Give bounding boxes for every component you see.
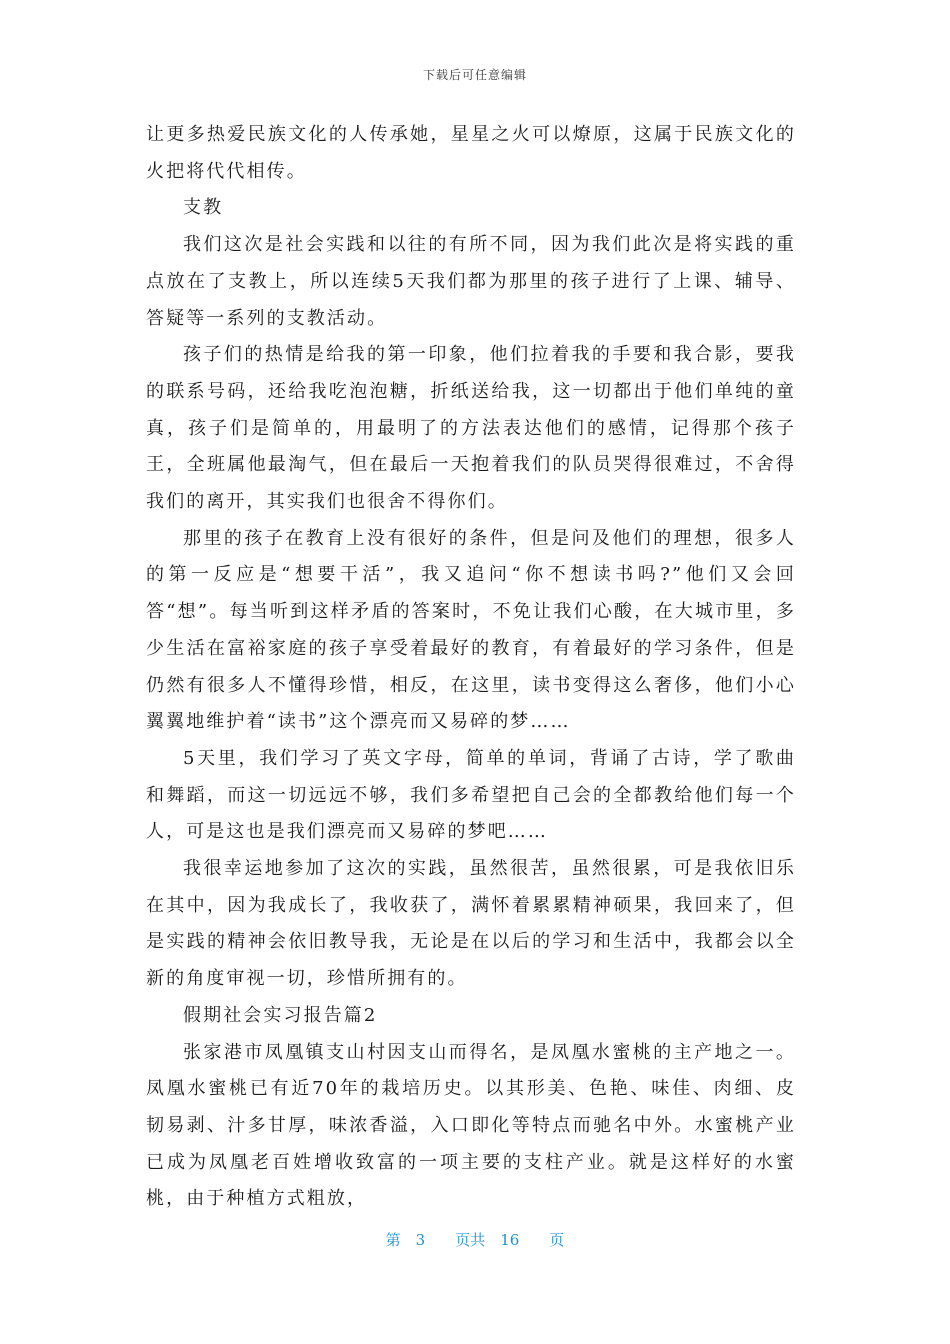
- paragraph-7: 张家港市凤凰镇支山村因支山而得名，是凤凰水蜜桃的主产地之一。凤凰水蜜桃已有近70年的栽培历史。以其形美、色艳、味佳、肉细、皮韧易剥、汁多甘厚，味浓香溢，入口即化等特点而驰名中外。水蜜桃产业已成为凤凰老百姓增收致富的一项主要的支柱产业。就是这样好的水蜜桃，由于种植方式粗放，: [146, 1041, 796, 1210]
- paragraph-3: 孩子们的热情是给我的第一印象，他们拉着我的手要和我合影，要我的联系号码，还给我吃泡泡糖，折纸送给我，这一切都出于他们单纯的童真，孩子们是简单的，用最明了的方法表达他们的感情，记得那个孩子王，全班属他最淘气，但在最后一天抱着我们的队员哭得很难过，不舍得我们的离开，其实我们也很舍不得你们。: [146, 344, 796, 513]
- section-heading-report-2: 假期社会实习报告篇2: [183, 1004, 378, 1026]
- paragraph-4: 那里的孩子在教育上没有很好的条件，但是问及他们的理想，很多人的第一反应是“想要干活”，我又追问“你不想读书吗?”他们又会回答“想”。每当听到这样矛盾的答案时，不免让我们心酸，在大城市里，多少生活在富裕家庭的孩子享受着最好的教育，有着最好的学习条件，但是仍然有很多人不懂得珍惜，相反，在这里，读书变得这么奢侈，他们小心翼翼地维护着“读书”这个漂亮而又易碎的梦……: [146, 527, 796, 733]
- paragraph-1: 让更多热爱民族文化的人传承她，星星之火可以燎原，这属于民族文化的火把将代代相传。: [146, 124, 796, 182]
- page-header: 下载后可任意编辑: [422, 68, 527, 82]
- document-body: [146, 117, 796, 1218]
- section-heading-support-teaching: 支教: [183, 197, 224, 219]
- paragraph-6: 我很幸运地参加了这次的实践，虽然很苦，虽然很累，可是我依旧乐在其中，因为我成长了，我收获了，满怀着累累精神硕果，我回来了，但是实践的精神会依旧教导我，无论是在以后的学习和生活中，我都会以全新的角度审视一切，珍惜所拥有的。: [146, 858, 796, 990]
- paragraph-5: 5天里，我们学习了英文字母，简单的单词，背诵了古诗，学了歌曲和舞蹈，而这一切远远不够，我们多希望把自己会的全都教给他们每一个人，可是这也是我们漂亮而又易碎的梦吧……: [146, 747, 796, 843]
- page-footer: 第 3 页共 16 页: [385, 1231, 565, 1249]
- paragraph-2: 我们这次是社会实践和以往的有所不同，因为我们此次是将实践的重点放在了支教上，所以连续5天我们都为那里的孩子进行了上课、辅导、答疑等一系列的支教活动。: [146, 234, 796, 329]
